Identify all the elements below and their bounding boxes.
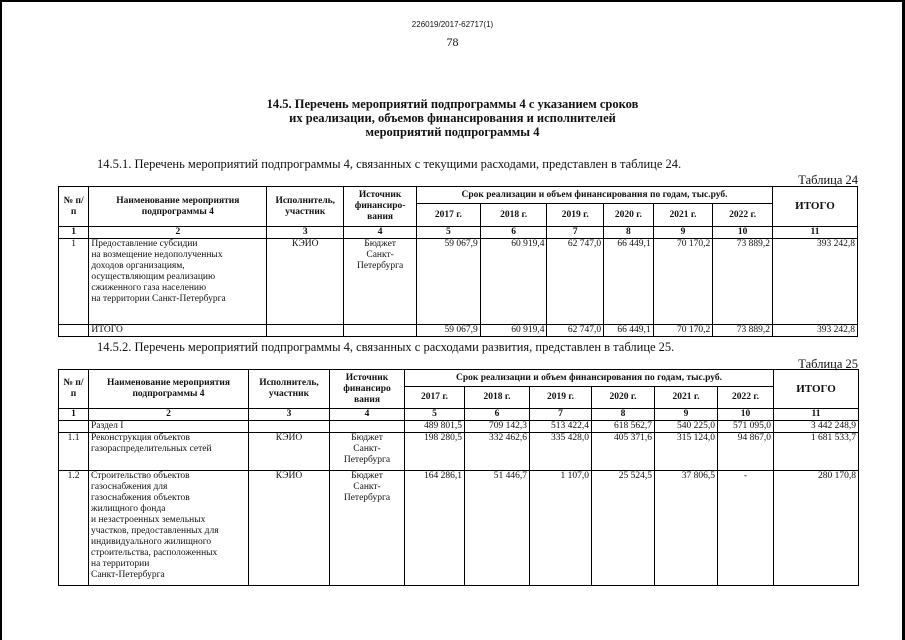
column-number: 11 (774, 409, 859, 421)
col-header-year: 2022 г. (713, 204, 773, 227)
col-header-year: 2018 г. (465, 387, 530, 409)
row-num: 1.1 (59, 433, 89, 471)
empty-cell (59, 325, 89, 337)
scan-border-left (0, 0, 2, 640)
col-header-name: Наименование мероприятия подпрограммы 4 (89, 370, 249, 409)
col-header-year: 2022 г. (718, 387, 774, 409)
year-value: 335 428,0 (530, 433, 592, 471)
year-value: 73 889,2 (713, 325, 773, 337)
col-header-total: ИТОГО (772, 187, 857, 227)
table-row (59, 433, 859, 471)
executor: КЭИО (249, 433, 330, 471)
col-header-year: 2020 г. (592, 387, 655, 409)
empty-cell (330, 421, 405, 433)
year-value: 25 524,5 (592, 471, 655, 586)
year-value: 60 919,4 (480, 239, 547, 325)
total-label: ИТОГО (89, 325, 267, 337)
year-value: 62 747,0 (547, 325, 604, 337)
year-value: 70 170,2 (653, 239, 713, 325)
row-total: 1 681 533,7 (774, 433, 859, 471)
row-total: 393 242,8 (772, 239, 857, 325)
column-number: 3 (267, 227, 344, 239)
year-value: - (718, 471, 774, 586)
column-number: 6 (480, 227, 547, 239)
measure-name: Строительство объектов газоснабжения для газоснабжения объектов жилищного фонда и незастроенных земельных участков, предоставленных для индивидуального жилищного строительства, расположенных на территории Санкт-Петербурга (89, 471, 249, 586)
total-row (59, 325, 858, 337)
col-header-year: 2019 г. (547, 204, 604, 227)
col-header-period: Срок реализации и объем финансирования по годам, тыс.руб. (417, 187, 773, 204)
year-value: 60 919,4 (480, 325, 547, 337)
heading-line-3: мероприятий подпрограммы 4 (365, 125, 540, 139)
executor: КЭИО (249, 471, 330, 586)
year-value: 1 107,0 (530, 471, 592, 586)
col-header-source: Источник финансиро вания (330, 370, 405, 409)
col-header-name: Наименование мероприятия подпрограммы 4 (89, 187, 267, 227)
year-value: 164 286,1 (405, 471, 465, 586)
year-value: 94 867,0 (718, 433, 774, 471)
column-number: 2 (89, 227, 267, 239)
col-header-executor: Исполнитель, участник (249, 370, 330, 409)
year-value: 618 562,7 (592, 421, 655, 433)
scan-border-top (0, 0, 905, 2)
column-number: 9 (655, 409, 718, 421)
column-number: 1 (59, 409, 89, 421)
page-number: 78 (446, 35, 459, 49)
column-number: 11 (772, 227, 857, 239)
column-number: 7 (547, 227, 604, 239)
empty-cell (249, 421, 330, 433)
empty-cell (344, 325, 417, 337)
column-number: 7 (530, 409, 592, 421)
year-value: 70 170,2 (653, 325, 713, 337)
funding-source: Бюджет Санкт- Петербурга (330, 471, 405, 586)
section-row (59, 421, 859, 433)
year-value: 37 806,5 (655, 471, 718, 586)
funding-source: Бюджет Санкт- Петербурга (330, 433, 405, 471)
col-header-year: 2020 г. (604, 204, 654, 227)
col-header-source: Источник финансиро-вания (344, 187, 417, 227)
year-value: 405 371,6 (592, 433, 655, 471)
column-number: 9 (653, 227, 713, 239)
year-value: 709 142,3 (465, 421, 530, 433)
funding-source: Бюджет Санкт- Петербурга (344, 239, 417, 325)
column-number: 3 (249, 409, 330, 421)
column-number: 10 (718, 409, 774, 421)
measure-name: Предоставление субсидии на возмещение недополученных доходов организациям, осуществляющим реализацию сжиженного газа населению на территории Санкт-Петербурга (89, 239, 267, 325)
section-label: Раздел I (89, 421, 249, 433)
year-value: 489 801,5 (405, 421, 465, 433)
year-value: 59 067,9 (417, 239, 481, 325)
column-number: 5 (405, 409, 465, 421)
col-header-executor: Исполнитель, участник (267, 187, 344, 227)
row-num (59, 421, 89, 433)
measure-name: Реконструкция объектов газораспределительных сетей (89, 433, 249, 471)
table-row (59, 471, 859, 586)
executor: КЭИО (267, 239, 344, 325)
year-value: 332 462,6 (465, 433, 530, 471)
year-value: 198 280,5 (405, 433, 465, 471)
empty-cell (267, 325, 344, 337)
column-number-row (59, 409, 859, 421)
row-total: 280 170,8 (774, 471, 859, 586)
row-num: 1 (59, 239, 89, 325)
year-value: 66 449,1 (604, 239, 654, 325)
document-id: 226019/2017-62717(1) (411, 20, 494, 29)
col-header-year: 2017 г. (417, 204, 481, 227)
column-number-row (59, 227, 858, 239)
paragraph-14-5-2: 14.5.2. Перечень мероприятий подпрограммы 4, связанных с расходами развития, представлен в таблице 25. (97, 340, 675, 354)
table-25-caption: Таблица 25 (798, 357, 858, 371)
year-value: 571 095,0 (718, 421, 774, 433)
year-value: 540 225,0 (655, 421, 718, 433)
col-header-year: 2018 г. (480, 204, 547, 227)
year-value: 66 449,1 (604, 325, 654, 337)
row-num: 1.2 (59, 471, 89, 586)
col-header-year: 2019 г. (530, 387, 592, 409)
col-header-year: 2021 г. (653, 204, 713, 227)
row-total: 393 242,8 (772, 325, 857, 337)
column-number: 8 (604, 227, 654, 239)
column-number: 2 (89, 409, 249, 421)
year-value: 315 124,0 (655, 433, 718, 471)
column-number: 10 (713, 227, 773, 239)
paragraph-14-5-1: 14.5.1. Перечень мероприятий подпрограммы 4, связанных с текущими расходами, представлен в таблице 24. (97, 157, 682, 171)
col-header-year: 2017 г. (405, 387, 465, 409)
column-number: 8 (592, 409, 655, 421)
year-value: 73 889,2 (713, 239, 773, 325)
year-value: 62 747,0 (547, 239, 604, 325)
col-header-total: ИТОГО (774, 370, 859, 409)
year-value: 513 422,4 (530, 421, 592, 433)
column-number: 4 (344, 227, 417, 239)
heading-line-1: 14.5. Перечень мероприятий подпрограммы 4 с указанием сроков (266, 97, 639, 111)
col-header-period: Срок реализации и объем финансирования по годам, тыс.руб. (405, 370, 774, 387)
year-value: 59 067,9 (417, 325, 481, 337)
table-24-caption: Таблица 24 (798, 173, 858, 187)
col-header-num: № п/п (59, 370, 89, 409)
section-heading (0, 97, 905, 139)
column-number: 4 (330, 409, 405, 421)
col-header-num: № п/п (59, 187, 89, 227)
table-25 (58, 369, 859, 586)
column-number: 5 (417, 227, 481, 239)
column-number: 6 (465, 409, 530, 421)
column-number: 1 (59, 227, 89, 239)
row-total: 3 442 248,9 (774, 421, 859, 433)
table-24 (58, 186, 858, 337)
year-value: 51 446,7 (465, 471, 530, 586)
heading-line-2: их реализации, объемов финансирования и исполнителей (289, 111, 616, 125)
table-row (59, 239, 858, 325)
col-header-year: 2021 г. (655, 387, 718, 409)
